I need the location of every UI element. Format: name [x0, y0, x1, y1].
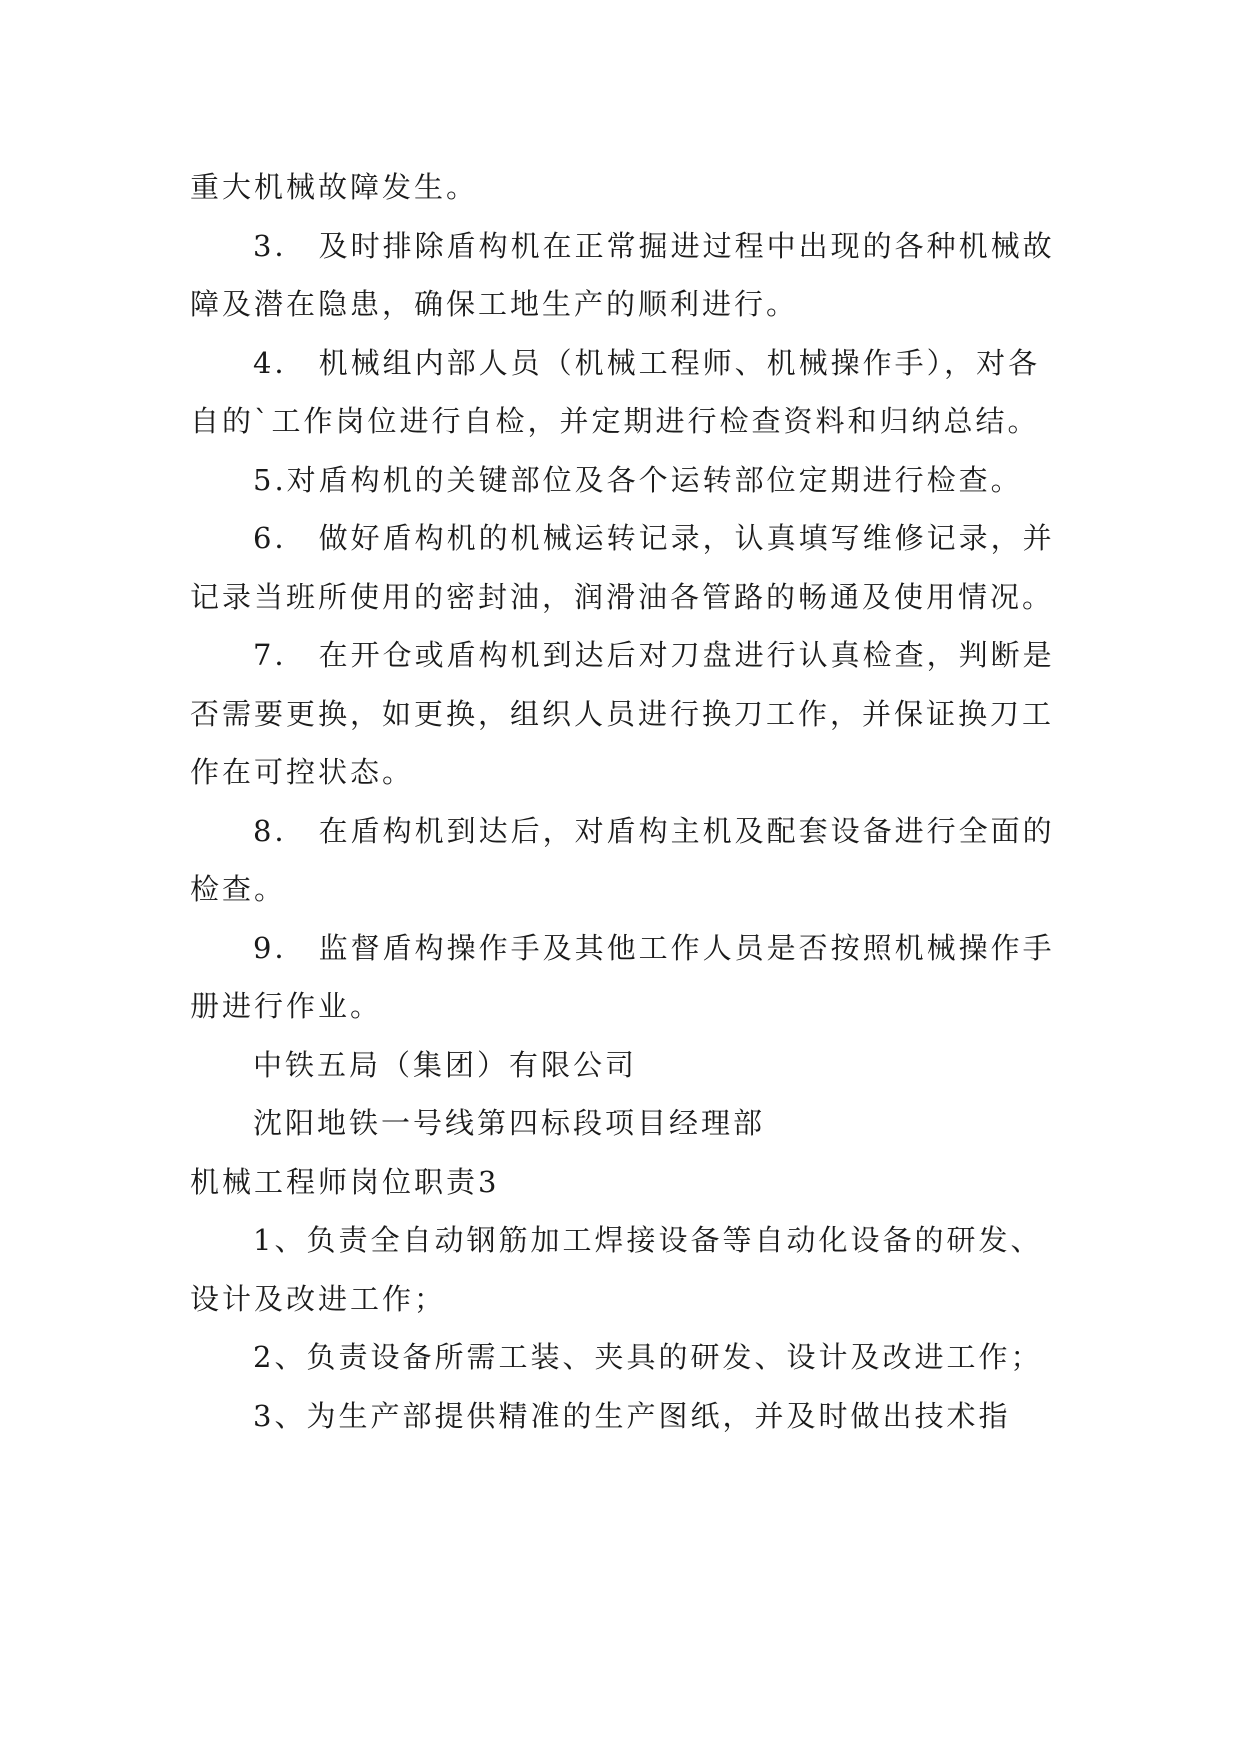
company-name: 中铁五局（集团）有限公司 — [253, 1047, 638, 1082]
duty-item-2: 2、负责设备所需工装、夹具的研发、设计及改进工作； — [253, 1340, 1043, 1374]
duty-item-1: 1、负责全自动钢筋加工焊接设备等自动化设备的研发、设计及改进工作； — [190, 1223, 1043, 1316]
paragraph-item-9: 9． 监督盾构操作手及其他工作人员是否按照机械操作手册进行作业。 — [190, 930, 1055, 1023]
paragraph-item-3: 3． 及时排除盾构机在正常掘进过程中出现的各种机械故障及潜在隐患，确保工地生产的顺利进行。 — [190, 228, 1055, 321]
duty-item-3: 3、为生产部提供精准的生产图纸，并及时做出技术指 — [253, 1398, 1011, 1433]
paragraph-item-4: 4． 机械组内部人员（机械工程师、机械操作手），对各自的`工作岗位进行自检，并定期进行检查资料和归纳总结。 — [190, 345, 1041, 438]
document-body — [190, 158, 1060, 1445]
paragraph-item-5: 5.对盾构机的关键部位及各个运转部位定期进行检查。 — [253, 462, 1023, 497]
section-title: 机械工程师岗位职责3 — [190, 1164, 500, 1199]
paragraph-continuation: 重大机械故障发生。 — [190, 170, 479, 204]
paragraph-item-8: 8． 在盾构机到达后，对盾构主机及配套设备进行全面的检查。 — [190, 813, 1055, 906]
project-department: 沈阳地铁一号线第四标段项目经理部 — [253, 1106, 766, 1140]
paragraph-item-6: 6． 做好盾构机的机械运转记录，认真填写维修记录，并记录当班所使用的密封油，润滑油各管路的畅通及使用情况。 — [190, 521, 1055, 614]
paragraph-item-7: 7． 在开仓或盾构机到达后对刀盘进行认真检查，判断是否需要更换，如更换，组织人员进行换刀工作，并保证换刀工作在可控状态。 — [190, 638, 1055, 789]
